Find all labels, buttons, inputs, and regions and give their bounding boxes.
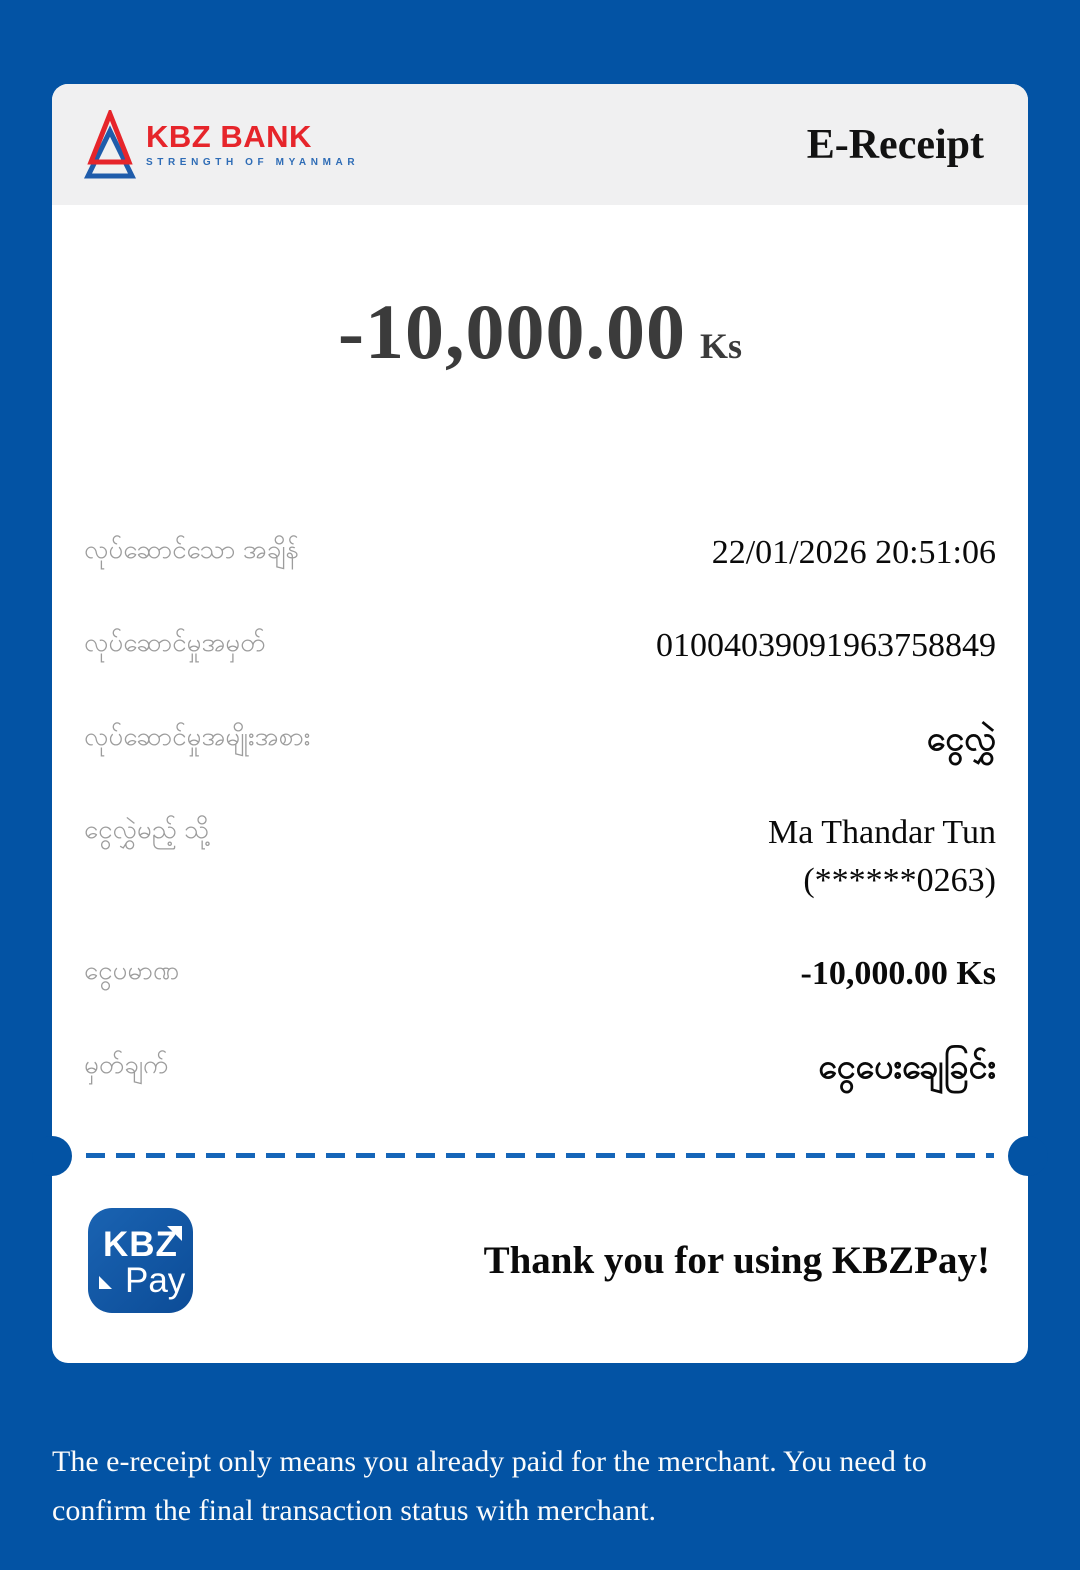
detail-row-amount: [84, 948, 996, 998]
detail-row-transaction-id: [84, 620, 996, 670]
kbzpay-logo-corner-triangle-icon: [167, 1226, 182, 1241]
detail-value: [768, 807, 996, 906]
detail-row-transaction-time: [84, 527, 996, 577]
tear-divider: [52, 1136, 1028, 1176]
detail-label: လုပ်ဆောင်သော အချိန်: [84, 534, 299, 564]
kbz-bank-triangle-icon: [84, 110, 136, 180]
detail-label: လုပ်ဆောင်မှုအမျိုးအစား: [84, 720, 311, 751]
detail-label: မှတ်ချက်: [84, 1048, 169, 1079]
receipt-card: [52, 84, 1028, 1363]
kbzpay-logo-icon: [88, 1208, 193, 1313]
detail-row-transaction-type: [84, 714, 996, 764]
detail-value: ငွေပေးချေခြင်း: [818, 1048, 996, 1086]
bank-text: [146, 118, 360, 169]
amount-currency: Ks: [699, 326, 742, 366]
detail-label: ငွေလွှဲမည့် သို့: [84, 813, 210, 844]
kbz-bank-logo: [84, 110, 359, 180]
dashed-line: [86, 1153, 994, 1158]
detail-row-note: [84, 1042, 996, 1092]
receipt-title: E-Receipt: [806, 121, 984, 168]
kbzpay-logo-pay-text: Pay: [125, 1260, 186, 1300]
kbzpay-logo-corner-triangle-icon: [99, 1276, 112, 1289]
detail-label: ငွေပမာဏ: [84, 955, 180, 986]
divider-notch-left: [32, 1136, 72, 1176]
divider-notch-right: [1008, 1136, 1048, 1176]
kbzpay-logo-kbz-text: KBZ: [103, 1224, 178, 1264]
bank-name: KBZ BANK: [146, 118, 312, 154]
disclaimer-text: The e-receipt only means you already paid for the merchant. You need to confirm the final transaction status with merchant.: [52, 1445, 927, 1527]
recipient-name: Ma Thandar Tun: [768, 813, 996, 851]
detail-value: 22/01/2026 20:51:06: [711, 534, 996, 571]
detail-row-transfer-to: [84, 807, 996, 906]
recipient-account-masked: (******0263): [803, 862, 996, 900]
receipt-footer: [52, 1208, 1028, 1313]
detail-value: 01004039091963758849: [656, 627, 996, 665]
transaction-details: [52, 527, 1028, 1092]
amount-section: [52, 287, 1028, 377]
detail-label: လုပ်ဆောင်မှုအမှတ်: [84, 627, 266, 658]
amount-value: -10,000.00: [338, 288, 686, 375]
bank-tagline: STRENGTH OF MYANMAR: [146, 157, 360, 169]
detail-value: ငွေလွှဲ: [926, 720, 996, 758]
thank-you-message: Thank you for using KBZPay!: [483, 1238, 990, 1282]
detail-value: -10,000.00 Ks: [800, 955, 996, 993]
receipt-header: [52, 84, 1028, 205]
